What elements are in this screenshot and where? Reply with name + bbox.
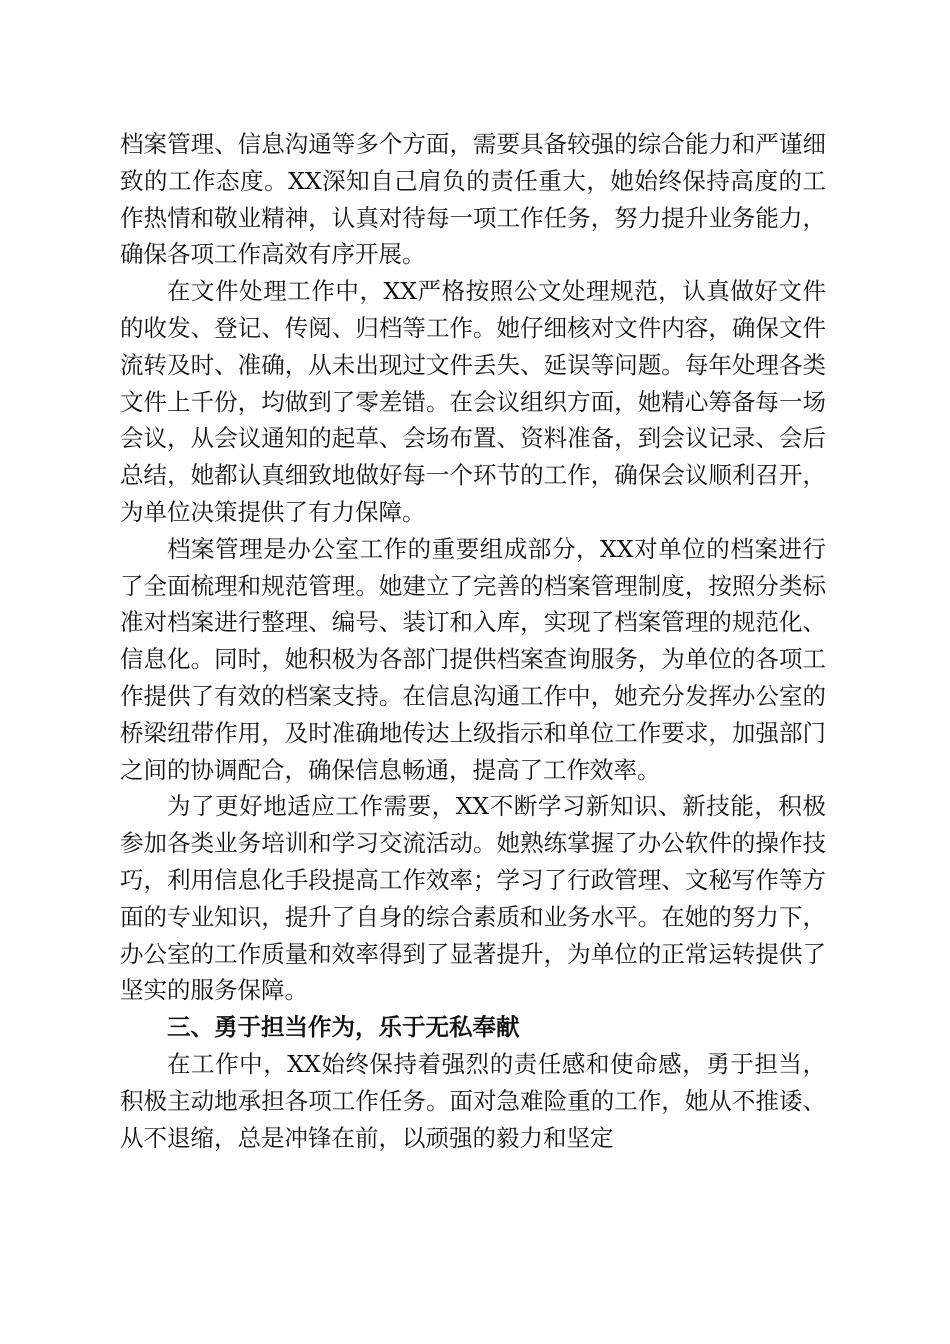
paragraph-file-processing: 在文件处理工作中，XX严格按照公文处理规范，认真做好文件的收发、登记、传阅、归档等工作。她仔细核对文件内容，确保文件流转及时、准确，从未出现过文件丢失、延误等问题。每年处理各类文件上千份，均做到了零差错。在会议组织方面，她精心筹备每一场会议，从会议通知的起草、会场布置、资料准备，到会议记录、会后总结，她都认真细致地做好每一个环节的工作，确保会议顺利召开，为单位决策提供了有力保障。: [120, 277, 826, 526]
paragraph-learning: 为了更好地适应工作需要，XX不断学习新知识、新技能，积极参加各类业务培训和学习交流活动。她熟练掌握了办公软件的操作技巧，利用信息化手段提高工作效率；学习了行政管理、文秘写作等方面的专业知识，提升了自身的综合素质和业务水平。在她的努力下，办公室的工作质量和效率得到了显著提升，为单位的正常运转提供了坚实的服务保障。: [120, 792, 826, 1005]
paragraph-responsibility: 在工作中，XX始终保持着强烈的责任感和使命感，勇于担当，积极主动地承担各项工作任务。面对急难险重的工作，她从不推诿、从不退缩，总是冲锋在前，以顽强的毅力和坚定: [120, 1049, 826, 1152]
section-heading: 三、勇于担当作为，乐于无私奉献: [167, 1013, 520, 1042]
paragraph-continuation: 档案管理、信息沟通等多个方面，需要具备较强的综合能力和严谨细致的工作态度。XX深知自己肩负的责任重大，她始终保持高度的工作热情和敬业精神，认真对待每一项工作任务，努力提升业务能力，确保各项工作高效有序开展。: [120, 130, 826, 269]
paragraph-archive-management: 档案管理是办公室工作的重要组成部分，XX对单位的档案进行了全面梳理和规范管理。她建立了完善的档案管理制度，按照分类标准对档案进行整理、编号、装订和入库，实现了档案管理的规范化、信息化。同时，她积极为各部门提供档案查询服务，为单位的各项工作提供了有效的档案支持。在信息沟通工作中，她充分发挥办公室的桥梁纽带作用，及时准确地传达上级指示和单位工作要求，加强部门之间的协调配合，确保信息畅通，提高了工作效率。: [120, 534, 826, 784]
document-body: [120, 126, 826, 1156]
